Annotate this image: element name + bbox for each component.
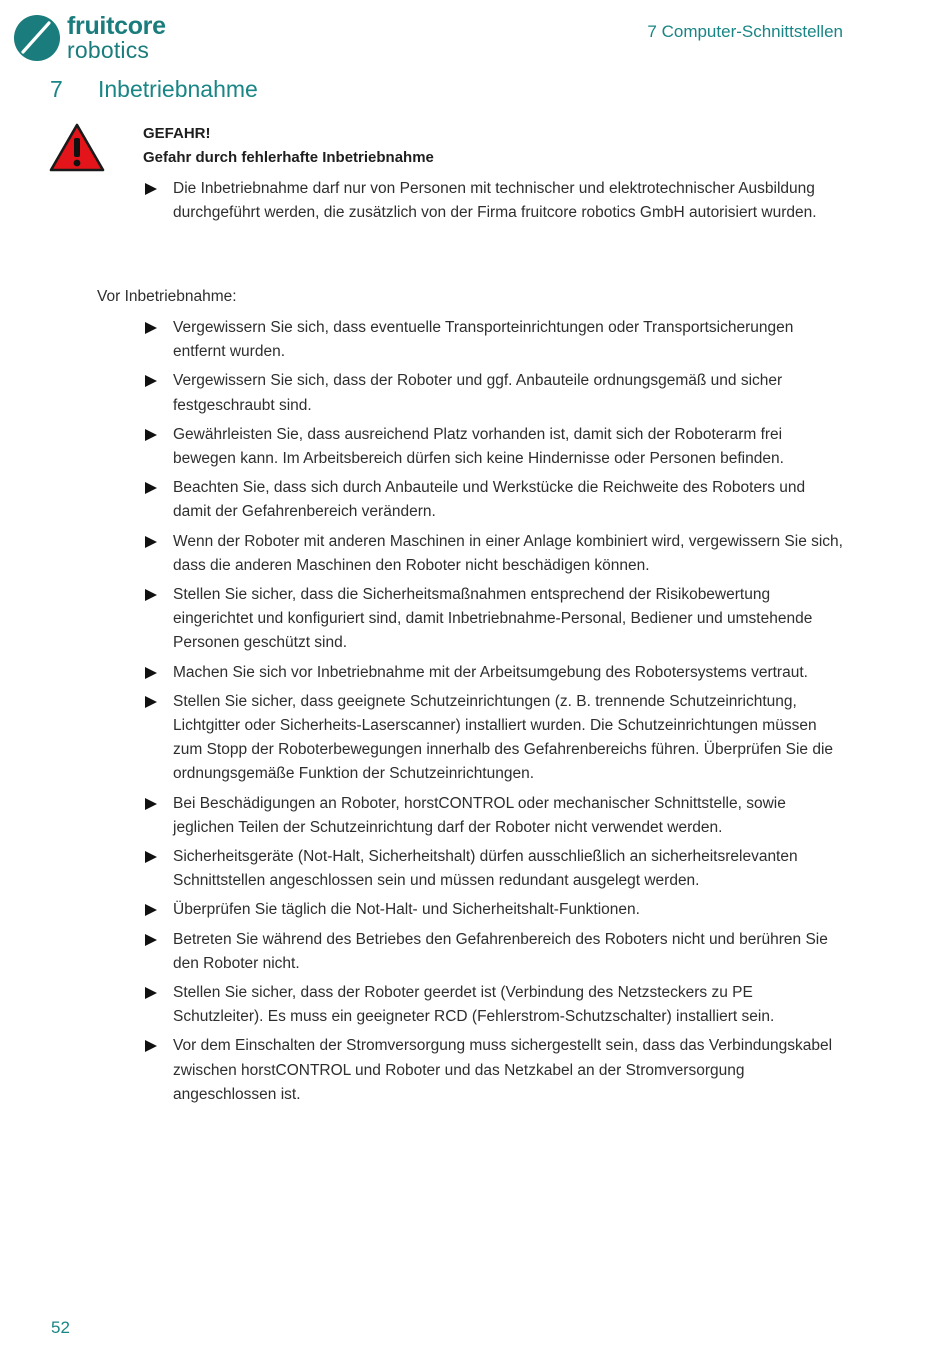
bullet-arrow-icon: [145, 987, 157, 999]
list-item-text: Machen Sie sich vor Inbetriebnahme mit der Arbeitsumgebung des Robotersystems vertraut.: [173, 663, 808, 681]
bullet-arrow-icon: [145, 482, 157, 494]
list-item: [143, 928, 845, 976]
chapter-heading: [50, 76, 258, 103]
bullet-arrow-icon: [145, 851, 157, 863]
list-item: [143, 369, 845, 417]
bullet-arrow-icon: [145, 536, 157, 548]
list-item-text: Beachten Sie, dass sich durch Anbauteile und Werkstücke die Reichweite des Roboters und damit der Gefahrenbereich verändern.: [173, 479, 806, 521]
danger-title: GEFAHR!: [143, 125, 211, 142]
bullet-arrow-icon: [145, 696, 157, 708]
list-item: [143, 1034, 845, 1107]
logo-text-primary: fruitcore: [67, 12, 166, 40]
list-item: [143, 898, 845, 922]
list-item: [143, 583, 845, 656]
bullet-arrow-icon: [145, 667, 157, 679]
section-header: 7 Computer-Schnittstellen: [647, 22, 843, 41]
fruitcore-logo-icon: [13, 14, 61, 62]
page-number: 52: [51, 1318, 70, 1337]
list-item: [143, 690, 845, 787]
bullet-arrow-icon: [145, 1040, 157, 1052]
chapter-title: Inbetriebnahme: [98, 76, 258, 102]
warning-triangle-icon: [49, 123, 105, 173]
bullet-arrow-icon: [145, 322, 157, 334]
danger-subtitle: Gefahr durch fehlerhafte Inbetriebnahme: [143, 149, 434, 166]
bullet-arrow-icon: [145, 934, 157, 946]
list-item-text: Vergewissern Sie sich, dass der Roboter und ggf. Anbauteile ordnungsgemäß und sicher festgeschraubt sind.: [173, 372, 783, 414]
list-item: [143, 792, 845, 840]
bullet-arrow-icon: [145, 904, 157, 916]
checklist: [143, 316, 845, 1112]
list-item: [143, 845, 845, 893]
bullet-arrow-icon: [145, 429, 157, 441]
list-item-text: Stellen Sie sicher, dass die Sicherheitsmaßnahmen entsprechend der Risikobewertung eingerichtet und konfiguriert sind, damit Inbetriebnahme-Personal, Bediener und umstehende Personen geschützt sind.: [173, 586, 813, 652]
list-item-text: Wenn der Roboter mit anderen Maschinen in einer Anlage kombiniert wird, vergewissern Sie sich, dass die anderen Maschinen den Roboter nicht beschädigen können.: [173, 532, 843, 574]
list-item: [143, 476, 845, 524]
list-item-text: Vor dem Einschalten der Stromversorgung muss sichergestellt sein, dass das Verbindungskabel zwischen horstCONTROL und Roboter und das Netzkabel an der Stromversorgung angeschlossen ist.: [173, 1037, 833, 1103]
list-item: [143, 423, 845, 471]
logo-text-secondary: robotics: [67, 37, 150, 63]
bullet-arrow-icon: [145, 589, 157, 601]
list-item: [143, 661, 845, 685]
list-item-text: Überprüfen Sie täglich die Not-Halt- und Sicherheitshalt-Funktionen.: [173, 901, 640, 919]
list-item-text: Stellen Sie sicher, dass geeignete Schutzeinrichtungen (z. B. trennende Schutzeinrichtung, Lichtgitter oder Sicherheits-Laserscanner) installiert wurden. Die Schutzeinrichtungen müssen zum Stopp der Roboterbewegungen innerhalb des Gefahrenbereichs führen. Überprüfen Sie die ordnungsgemäße Funktion der Schutzeinrichtungen.: [173, 692, 834, 783]
list-item-text: Stellen Sie sicher, dass der Roboter geerdet ist (Verbindung des Netzsteckers zu PE Schutzleiter). Es muss ein geeigneter RCD (Fehlerstrom-Schutzschalter) installiert sein.: [173, 984, 775, 1026]
list-item-text: Betreten Sie während des Betriebes den Gefahrenbereich des Roboters nicht und berühren Sie den Roboter nicht.: [173, 930, 828, 972]
bullet-arrow-icon: [145, 798, 157, 810]
list-item: [143, 530, 845, 578]
chapter-number: 7: [50, 76, 63, 102]
bullet-arrow-icon: [145, 183, 157, 195]
company-logo: [13, 14, 166, 62]
list-item-text: Sicherheitsgeräte (Not-Halt, Sicherheitshalt) dürfen ausschließlich an sicherheitsrelevanten Schnittstellen angeschlossen sein und müssen redundant ausgelegt werden.: [173, 848, 798, 890]
intro-text: Vor Inbetriebnahme:: [97, 288, 237, 305]
bullet-arrow-icon: [145, 375, 157, 387]
list-item: [143, 981, 845, 1029]
list-item: [143, 316, 845, 364]
list-item-text: Vergewissern Sie sich, dass eventuelle Transporteinrichtungen oder Transportsicherungen entfernt wurden.: [173, 319, 794, 361]
list-item-text: Die Inbetriebnahme darf nur von Personen mit technischer und elektrotechnischer Ausbildung durchgeführt werden, die zusätzlich von der Firma fruitcore robotics GmbH autorisiert wurden.: [173, 180, 817, 222]
list-item: [143, 177, 843, 225]
list-item-text: Gewährleisten Sie, dass ausreichend Platz vorhanden ist, damit sich der Roboterarm frei bewegen kann. Im Arbeitsbereich dürfen sich keine Hindernisse oder Personen befinden.: [173, 425, 784, 468]
list-item-text: Bei Beschädigungen an Roboter, horstCONTROL oder mechanischer Schnittstelle, sowie jeglichen Teilen der Schutzeinrichtung darf der Roboter nicht verwendet werden.: [173, 794, 786, 836]
